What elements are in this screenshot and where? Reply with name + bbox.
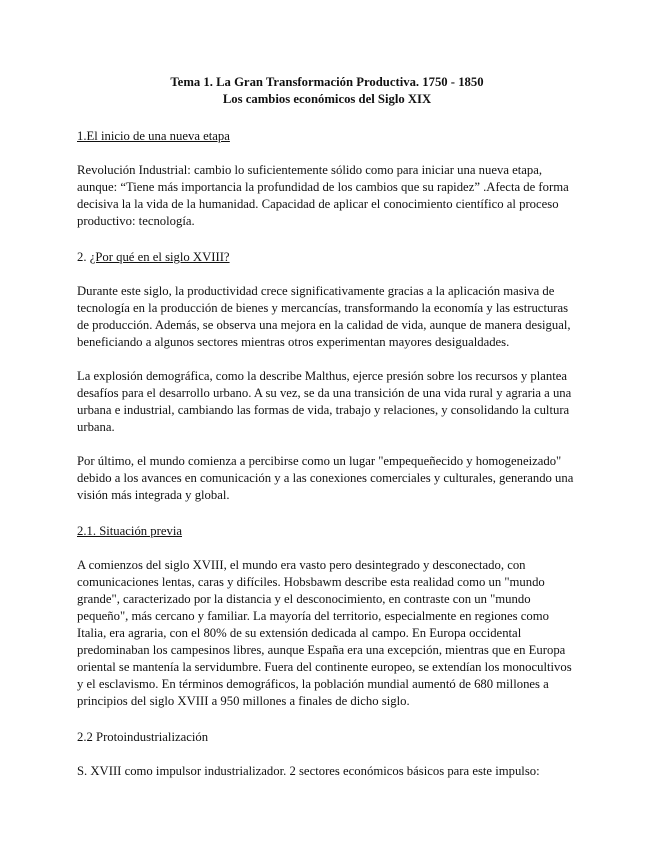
section-2-heading: 2. ¿Por qué en el siglo XVIII?	[77, 250, 230, 264]
document-page	[77, 74, 577, 780]
section-2-paragraph-1: Durante este siglo, la productividad crece significativamente gracias a la aplicación masiva de tecnología en la producción de bienes y mercancías, transformando la economía y las estructuras de producción. Además, se observa una mejora en la calidad de vida, aunque de manera desigual, beneficiando a algunos sectores mientras otros experimentan mayores desigualdades.	[77, 284, 571, 349]
title-line-1: Tema 1. La Gran Transformación Productiva. 1750 - 1850	[170, 75, 484, 89]
section-1-heading: 1.El inicio de una nueva etapa	[77, 129, 230, 143]
section-2-1-heading: 2.1. Situación previa	[77, 524, 183, 538]
section-2-paragraph-3: Por último, el mundo comienza a percibirse como un lugar "empequeñecido y homogeneizado" debido a los avances en comunicación y a las conexiones comerciales y culturales, generando una visión más integrada y global.	[77, 454, 574, 502]
section-2-2-paragraph: S. XVIII como impulsor industrializador. 2 sectores económicos básicos para este impulso:	[77, 764, 540, 778]
section-2-paragraph-2: La explosión demográfica, como la describe Malthus, ejerce presión sobre los recursos y plantea desafíos para el desarrollo urbano. A su vez, se da una transición de una vida rural y agraria a una urbana e industrial, cambiando las formas de vida, trabajo y relaciones, y consolidando la cultura urbana.	[77, 369, 572, 434]
section-2-1-paragraph: A comienzos del siglo XVIII, el mundo era vasto pero desintegrado y desconectado, con comunicaciones lentas, caras y difíciles. Hobsbawm describe esta realidad como un "mundo grande", caracterizado por la distancia y el desconocimiento, en contraste con un "mundo pequeño", más cercano y familiar. La mayoría del territorio, especialmente en regiones como Italia, era agraria, con el 80% de su extensión dedicada al campo. En Europa occidental predominaban los campesinos libres, aunque España era una excepción, mientras que en Europa oriental se mantenía la servidumbre. Fuera del continente europeo, se extendían los monocultivos y el esclavismo. En términos demográficos, la población mundial aumentó de 680 millones a principios del siglo XVIII a 950 millones a finales de dicho siglo.	[77, 558, 572, 708]
section-1-paragraph: Revolución Industrial: cambio lo suficientemente sólido como para iniciar una nueva etapa, aunque: “Tiene más importancia la profundidad de los cambios que su rapidez” .Afecta de forma decisiva la la vida de la humanidad. Capacidad de aplicar el conocimiento científico al proceso productivo: tecnología.	[77, 163, 569, 228]
section-2-2-heading: 2.2 Protoindustrialización	[77, 730, 209, 744]
title-line-2: Los cambios económicos del Siglo XIX	[222, 92, 432, 106]
document-title	[77, 74, 577, 108]
